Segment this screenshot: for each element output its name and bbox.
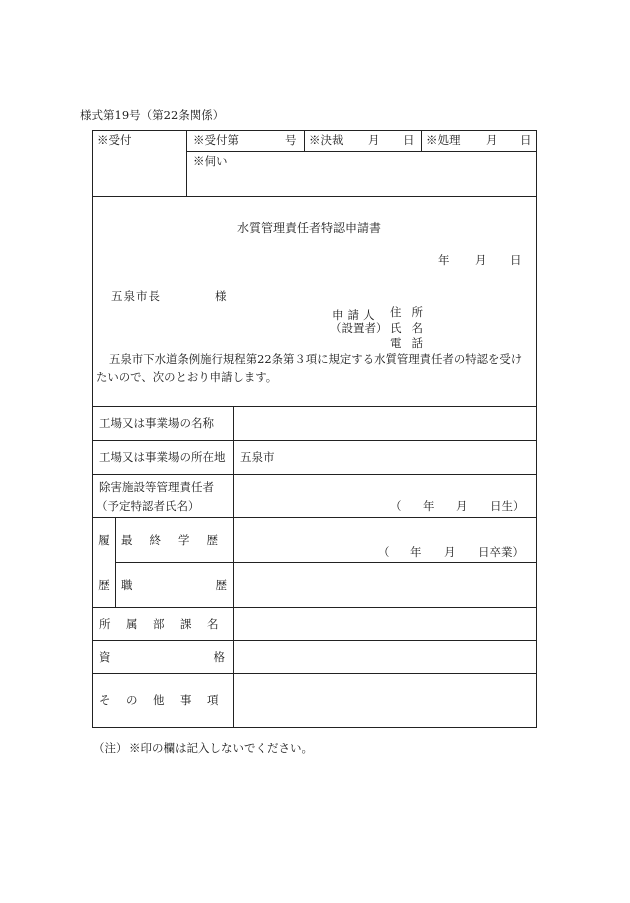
decision-label: ※決裁	[309, 133, 344, 147]
history-label-bottom: 歴	[98, 578, 110, 592]
graduation-day-suffix: 日卒業）	[478, 545, 524, 559]
processing-label: ※処理	[426, 133, 461, 147]
manager-label-line1: 除害施設等管理責任者	[99, 480, 214, 494]
graduation-month: 月	[444, 545, 456, 559]
graduation-open: （	[378, 545, 390, 559]
addressee: 五泉市長	[111, 289, 161, 303]
address-label: 住所	[390, 305, 433, 319]
date-year: 年	[438, 253, 450, 267]
factory-name-label: 工場又は事業場の名称	[99, 416, 214, 430]
manager-label-line2: （予定特認者氏名）	[96, 499, 200, 513]
date-month: 月	[475, 253, 487, 267]
factory-location-label: 工場又は事業場の所在地	[99, 450, 226, 464]
department-label: 所属部課名	[99, 617, 234, 631]
factory-location-value: 五泉市	[240, 450, 275, 464]
inquiry-label: ※伺い	[193, 154, 228, 168]
birth-month: 月	[456, 499, 468, 513]
reception-number-suffix: 号	[285, 133, 297, 147]
qualification-label: 資格	[99, 650, 328, 664]
phone-label: 電話	[390, 336, 433, 350]
birth-open: （	[390, 499, 402, 513]
history-label-top: 履	[98, 533, 110, 547]
date-day: 日	[510, 253, 522, 267]
education-label: 最終学歴	[121, 533, 235, 547]
reception-number-label: ※受付第	[193, 133, 239, 147]
note-text: ※印の欄は記入しないでください。	[129, 741, 313, 755]
honorific: 様	[215, 289, 227, 303]
other-matters-label: その他事項	[99, 693, 234, 707]
form-number: 様式第19号（第22条関係）	[80, 108, 225, 122]
applicant-label: 申請人	[332, 308, 379, 322]
graduation-year: 年	[410, 545, 422, 559]
processing-day: 日	[520, 133, 532, 147]
birth-day-suffix: 日生）	[490, 499, 525, 513]
birth-year: 年	[423, 499, 435, 513]
application-statement-line2: たいので、次のとおり申請します。	[96, 370, 278, 384]
note-label: （注）	[93, 741, 128, 755]
career-label: 職歴	[121, 578, 310, 592]
installer-label: （設置者）	[330, 321, 388, 335]
decision-day: 日	[403, 133, 415, 147]
document-title: 水質管理責任者特認申請書	[237, 221, 382, 235]
name-label: 氏名	[390, 321, 433, 335]
reception-label: ※受付	[97, 133, 132, 147]
decision-month: 月	[368, 133, 380, 147]
application-statement-line1: 五泉市下水道条例施行規程第22条第３項に規定する水質管理責任者の特認を受け	[109, 352, 523, 366]
processing-month: 月	[486, 133, 498, 147]
